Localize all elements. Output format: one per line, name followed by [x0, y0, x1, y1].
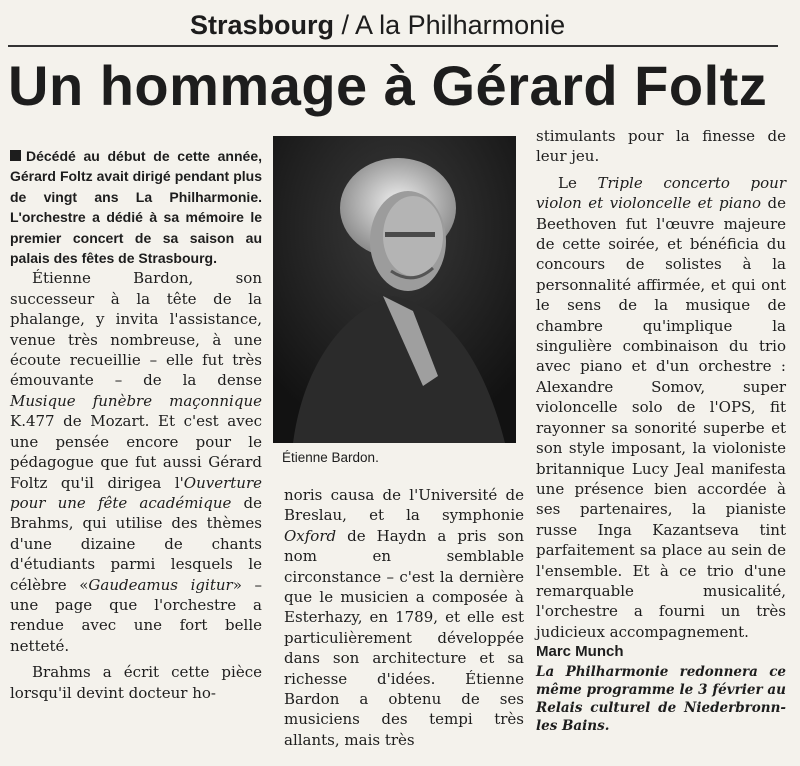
body-paragraph: stimulants pour la finesse de leur jeu.	[536, 127, 786, 166]
section-kicker	[190, 10, 565, 41]
text-run: Étienne Bardon, son successeur à la tête de la phalange, y invita l'assistance, venue très nombreuse, à une écoute recueillie – elle fut très émouvante – de la dense	[10, 269, 262, 390]
body-paragraph	[284, 485, 524, 750]
body-paragraph	[10, 268, 262, 656]
lead-paragraph	[10, 146, 262, 268]
header-rule	[8, 45, 778, 47]
italic-title: Musique funèbre maçonnique	[10, 391, 262, 410]
kicker-venue: A la Philharmonie	[355, 10, 566, 40]
italic-title: Triple concerto pour violon et violoncelle et piano	[536, 173, 786, 213]
text-run: de Haydn a pris son nom en semblable circonstance – c'est la dernière que le musicien a composée à Esterhazy, en 1789, et elle est particulièrement développée dans son architecture et sa richesse d'idées. Étienne Bardon a obtenu de ses musiciens des tempi très allants, mais très	[284, 526, 524, 749]
text-run: noris causa de l'Université de Breslau, et la symphonie	[284, 486, 524, 525]
portrait-photo	[273, 136, 516, 443]
kicker-place: Strasbourg	[190, 10, 335, 40]
text-run: de Brahms, qui utilise des thèmes d'une dizaine de chants d'étudiants parmi lesquels le célèbre «	[10, 493, 263, 594]
article-column-1	[10, 146, 262, 703]
article-column-2	[284, 485, 524, 750]
body-paragraph	[536, 173, 786, 642]
italic-title: Gaudeamus igitur	[88, 575, 233, 594]
text-run: K.477 de Mozart. Et c'est avec une pensée encore pour le pédagogue que fut aussi Gérard Foltz qu'il dirigea l'	[10, 412, 262, 492]
text-run: Le	[558, 173, 598, 192]
portrait-illustration	[273, 136, 516, 443]
body-paragraph: Brahms a écrit cette pièce lorsqu'il devint docteur ho-	[10, 663, 262, 702]
italic-title: Ouverture pour une fête académique	[10, 473, 262, 512]
text-run: de Beethoven fut l'œuvre majeure de cette soirée, et bénéficia du concours de solistes à la personnalité affirmée, et qui ont le sens de la musique de chambre qu'implique la singulière combinaison du trio avec piano et d'un orchestre : Alexandre Somov, super violoncelle solo de l'OPS, fit rayonner sa sonorité superbe et son style imposant, la violoniste britannique Lucy Jeal manifesta une présence bien accordée à ses partenaires, la pianiste russe Inga Kazantseva tint parfaitement sa place au sein de l'ensemble. Et à ce trio d'une remarquable musicalité, l'orchestre a fourni un très judicieux accompagnement.	[536, 194, 787, 641]
italic-title: Oxford	[284, 526, 337, 545]
photo-caption: Étienne Bardon.	[282, 450, 379, 465]
bullet-square-icon	[10, 150, 21, 161]
headline: Un hommage à Gérard Foltz	[8, 54, 768, 117]
author-signature: Marc Munch	[536, 643, 624, 661]
concert-note: La Philharmonie redonnera ce même programme le 3 février au Relais culturel de Niederbronn-les Bains.	[536, 663, 786, 734]
kicker-separator: /	[334, 10, 356, 40]
article-column-3	[536, 126, 786, 735]
text-run: » – une page que l'orchestre a rendue avec une fort belle netteté.	[10, 575, 262, 655]
lead-text: Décédé au début de cette année, Gérard Foltz avait dirigé pendant plus de vingt ans La Philharmonie. L'orchestre a dédié à sa mémoire le premier concert de sa saison au palais des fêtes de Strasbourg.	[10, 148, 262, 267]
